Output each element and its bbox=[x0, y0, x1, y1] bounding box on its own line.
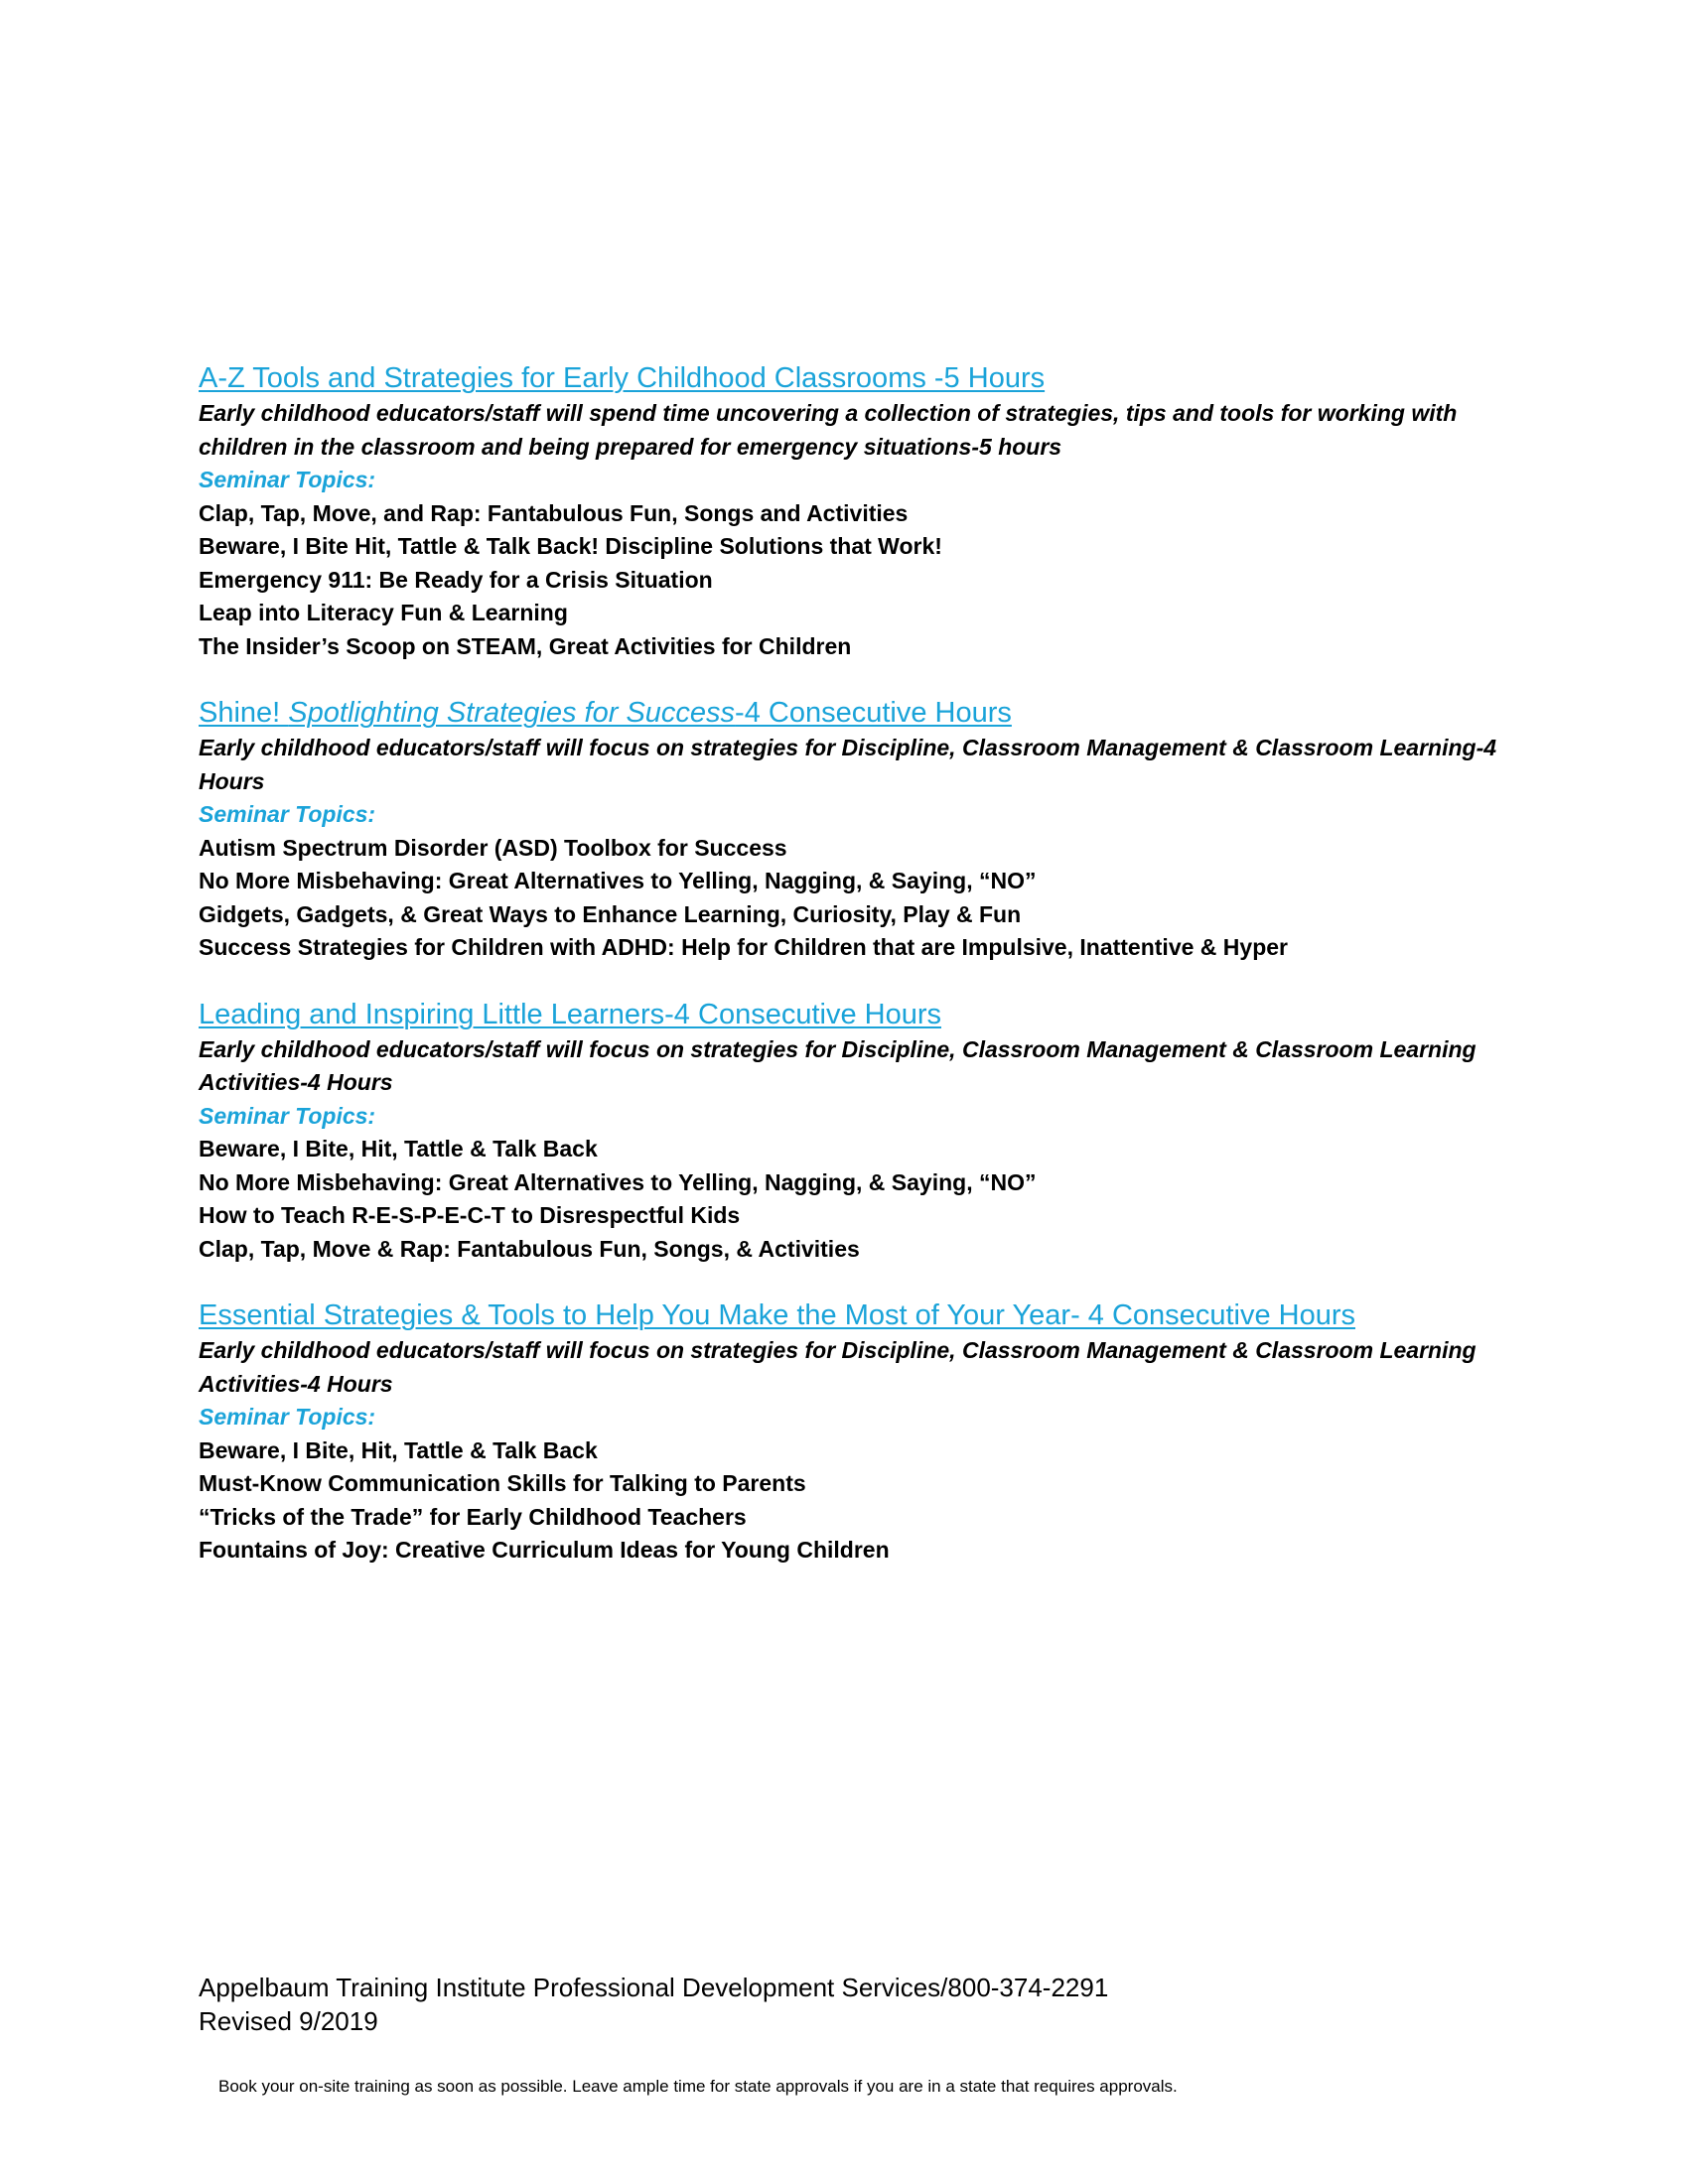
seminar-topics-label: Seminar Topics: bbox=[199, 467, 376, 492]
topic-item: How to Teach R-E-S-P-E-C-T to Disrespectful Kids bbox=[199, 1202, 741, 1228]
topic-item: Beware, I Bite Hit, Tattle & Talk Back! Discipline Solutions that Work! bbox=[199, 533, 942, 559]
topic-item: Must-Know Communication Skills for Talking to Parents bbox=[199, 1470, 806, 1496]
section-az-tools bbox=[199, 359, 1509, 663]
section-description: Early childhood educators/staff will focus on strategies for Discipline, Classroom Management & Classroom Learning-4 Hours bbox=[199, 735, 1497, 794]
seminar-topics-label: Seminar Topics: bbox=[199, 1404, 376, 1430]
topic-item: Beware, I Bite, Hit, Tattle & Talk Back bbox=[199, 1436, 598, 1463]
section-essential-strategies bbox=[199, 1297, 1509, 1568]
topic-item: Emergency 911: Be Ready for a Crisis Situation bbox=[199, 566, 713, 593]
footer-contact: Appelbaum Training Institute Professional Development Services/800-374-2291 bbox=[199, 1973, 1109, 2002]
section-title-link[interactable]: Essential Strategies & Tools to Help You Make the Most of Your Year- 4 Consecutive Hours bbox=[199, 1299, 1355, 1331]
topics-list bbox=[199, 832, 1509, 965]
footer-revised-date: Revised 9/2019 bbox=[199, 2006, 378, 2036]
section-title-link[interactable] bbox=[199, 694, 1509, 732]
topic-item: The Insider’s Scoop on STEAM, Great Activities for Children bbox=[199, 632, 852, 659]
topic-item: Beware, I Bite, Hit, Tattle & Talk Back bbox=[199, 1136, 598, 1161]
section-shine bbox=[199, 694, 1509, 965]
seminar-topics-label: Seminar Topics: bbox=[199, 801, 376, 827]
title-prefix: Shine! bbox=[199, 697, 289, 729]
topic-item: Clap, Tap, Move & Rap: Fantabulous Fun, Songs, & Activities bbox=[199, 1235, 860, 1262]
section-description: Early childhood educators/staff will focus on strategies for Discipline, Classroom Management & Classroom Learning Activities-4 Hours bbox=[199, 1337, 1477, 1397]
topics-list bbox=[199, 1133, 1509, 1266]
topic-item: “Tricks of the Trade” for Early Childhood Teachers bbox=[199, 1503, 747, 1530]
title-emphasis: Spotlighting Strategies for Success bbox=[288, 697, 736, 729]
section-description: Early childhood educators/staff will spend time uncovering a collection of strategies, tips and tools for working with children in the classroom and being prepared for emergency situations-5 hours bbox=[199, 400, 1458, 460]
topic-item: Success Strategies for Children with ADHD: Help for Children that are Impulsive, Inattentive & Hyper bbox=[199, 934, 1288, 960]
section-title-link[interactable]: A-Z Tools and Strategies for Early Childhood Classrooms -5 Hours bbox=[199, 362, 1046, 394]
topic-item: Clap, Tap, Move, and Rap: Fantabulous Fun, Songs and Activities bbox=[199, 499, 909, 526]
booking-note: Book your on-site training as soon as possible. Leave ample time for state approvals if you are in a state that requires approvals. bbox=[218, 2077, 1178, 2096]
section-description: Early childhood educators/staff will focus on strategies for Discipline, Classroom Management & Classroom Learning Activities-4 Hours bbox=[199, 1035, 1477, 1095]
topics-list bbox=[199, 497, 1509, 664]
page-content bbox=[199, 359, 1509, 1598]
topic-item: No More Misbehaving: Great Alternatives to Yelling, Nagging, & Saying, “NO” bbox=[199, 1168, 1037, 1195]
topic-item: Autism Spectrum Disorder (ASD) Toolbox for Success bbox=[199, 834, 787, 861]
section-title-link[interactable]: Leading and Inspiring Little Learners-4 Consecutive Hours bbox=[199, 998, 941, 1030]
topic-item: Leap into Literacy Fun & Learning bbox=[199, 600, 568, 625]
topic-item: Gidgets, Gadgets, & Great Ways to Enhance Learning, Curiosity, Play & Fun bbox=[199, 900, 1022, 927]
topic-item: Fountains of Joy: Creative Curriculum Ideas for Young Children bbox=[199, 1537, 890, 1563]
section-little-learners bbox=[199, 996, 1509, 1267]
topics-list bbox=[199, 1434, 1509, 1568]
title-suffix: -4 Consecutive Hours bbox=[735, 697, 1012, 729]
footer bbox=[199, 1971, 1108, 2038]
topic-item: No More Misbehaving: Great Alternatives to Yelling, Nagging, & Saying, “NO” bbox=[199, 868, 1037, 893]
seminar-topics-label: Seminar Topics: bbox=[199, 1102, 376, 1129]
